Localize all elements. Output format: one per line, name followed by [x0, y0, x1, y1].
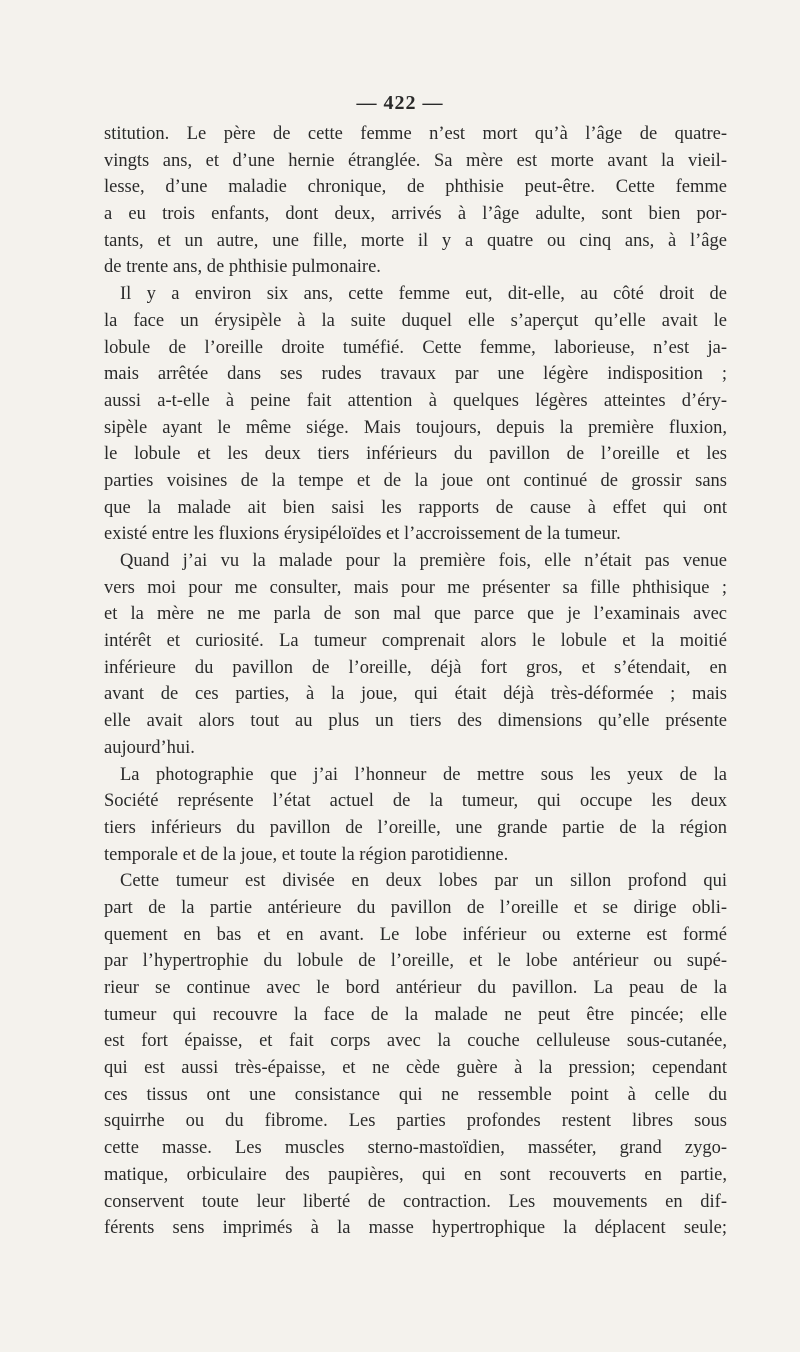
text-line: Quand j’ai vu la malade pour la première fois, elle n’était pas venue	[120, 551, 727, 571]
body-text	[104, 121, 727, 1242]
text-line: Cette tumeur est divisée en deux lobes par un sillon profond qui	[120, 871, 727, 892]
text-line: lobule de l’oreille droite tuméfié. Cette femme, laborieuse, n’est ja-	[104, 337, 727, 358]
page-number: — 422 —	[356, 92, 444, 114]
text-line: temporale et de la joue, et toute la région parotidienne.	[104, 844, 509, 865]
text-line: a eu trois enfants, dont deux, arrivés à l’âge adulte, sont bien por-	[104, 204, 727, 225]
text-line: stitution. Le père de cette femme n’est mort qu’à l’âge de quatre-	[104, 124, 727, 144]
text-line: vers moi pour me consulter, mais pour me présenter sa fille phthisique ;	[104, 577, 727, 598]
text-line: tants, et un autre, une fille, morte il y a quatre ou cinq ans, à l’âge	[104, 230, 727, 251]
text-line: conservent toute leur liberté de contraction. Les mouvements en dif-	[104, 1191, 727, 1212]
text-line: La photographie que j’ai l’honneur de mettre sous les yeux de la	[120, 764, 727, 785]
text-line: férents sens imprimés à la masse hypertrophique la déplacent seule;	[104, 1218, 727, 1239]
text-line: qui est aussi très-épaisse, et ne cède guère à la pression; cependant	[104, 1058, 727, 1079]
text-line: sipèle ayant le même siége. Mais toujours, depuis la première fluxion,	[104, 417, 727, 438]
text-line: mais arrêtée dans ses rudes travaux par une légère indisposition ;	[104, 364, 727, 385]
text-line: parties voisines de la tempe et de la joue ont continué de grossir sans	[104, 470, 727, 491]
text-line: est fort épaisse, et fait corps avec la couche celluleuse sous-cutanée,	[104, 1031, 727, 1052]
text-line: cette masse. Les muscles sterno-mastoïdien, masséter, grand zygo-	[104, 1138, 727, 1159]
text-line: que la malade ait bien saisi les rapports de cause à effet qui ont	[104, 497, 727, 518]
text-line: part de la partie antérieure du pavillon de l’oreille et se dirige obli-	[104, 897, 727, 918]
text-line: ces tissus ont une consistance qui ne ressemble point à celle du	[104, 1084, 727, 1105]
text-line: tumeur qui recouvre la face de la malade ne peut être pincée; elle	[104, 1004, 727, 1025]
text-line: aussi a-t-elle à peine fait attention à quelques légères atteintes d’éry-	[104, 390, 727, 411]
text-line: matique, orbiculaire des paupières, qui en sont recouverts en partie,	[104, 1164, 727, 1185]
text-line: avant de ces parties, à la joue, qui était déjà très-déformée ; mais	[104, 684, 727, 705]
text-line: inférieure du pavillon de l’oreille, déjà fort gros, et s’étendait, en	[104, 657, 727, 678]
text-line: tiers inférieurs du pavillon de l’oreille, une grande partie de la région	[104, 817, 727, 838]
text-line: rieur se continue avec le bord antérieur du pavillon. La peau de la	[104, 978, 727, 998]
text-line: squirrhe ou du fibrome. Les parties profondes restent libres sous	[104, 1111, 727, 1132]
text-line: intérêt et curiosité. La tumeur comprenait alors le lobule et la moitié	[104, 631, 727, 652]
text-line: et la mère ne me parla de son mal que parce que je l’examinais avec	[104, 604, 727, 625]
text-line: Société représente l’état actuel de la tumeur, qui occupe les deux	[104, 791, 727, 812]
text-line: Il y a environ six ans, cette femme eut, dit-elle, au côté droit de	[120, 284, 727, 305]
text-line: lesse, d’une maladie chronique, de phthisie peut-être. Cette femme	[104, 177, 727, 198]
text-line: existé entre les fluxions érysipéloïdes et l’accroissement de la tumeur.	[104, 524, 621, 545]
text-line: aujourd’hui.	[104, 737, 195, 758]
text-line: quement en bas et en avant. Le lobe inférieur ou externe est formé	[104, 924, 727, 945]
text-line: la face un érysipèle à la suite duquel elle s’aperçut qu’elle avait le	[104, 310, 727, 331]
text-line: elle avait alors tout au plus un tiers des dimensions qu’elle présente	[104, 711, 727, 732]
text-line: par l’hypertrophie du lobule de l’oreille, et le lobe antérieur ou supé-	[104, 951, 727, 972]
text-line: de trente ans, de phthisie pulmonaire.	[104, 257, 381, 278]
text-line: vingts ans, et d’une hernie étranglée. Sa mère est morte avant la vieil-	[104, 150, 727, 171]
text-line: le lobule et les deux tiers inférieurs du pavillon de l’oreille et les	[104, 444, 727, 465]
